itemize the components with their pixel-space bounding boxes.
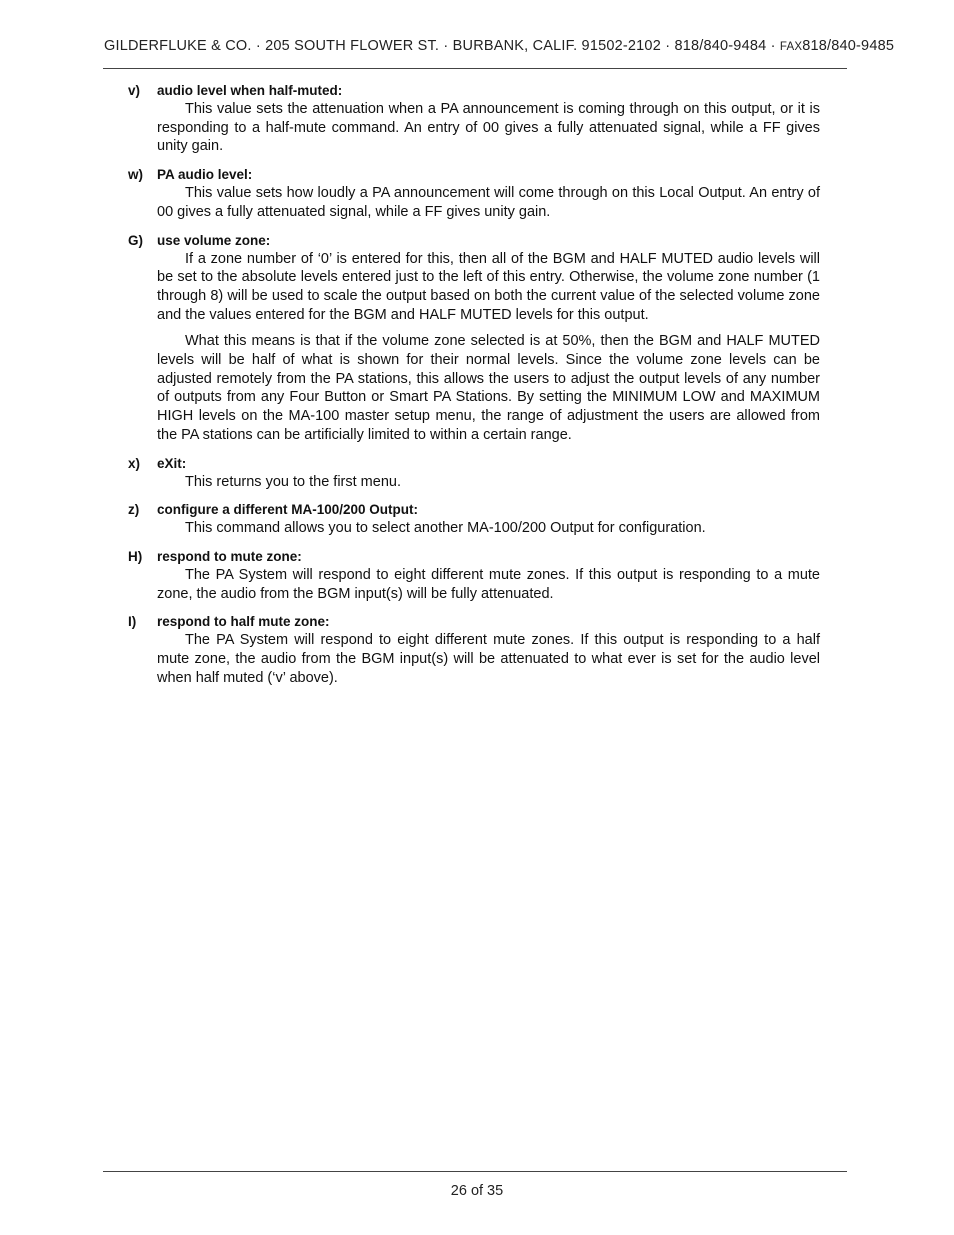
item-letter: z) <box>128 502 140 518</box>
header-city: BURBANK, CALIF. 91502-2102 <box>452 38 661 54</box>
footer-divider <box>103 1171 847 1172</box>
item-letter: G) <box>128 232 143 248</box>
item-paragraph: This command allows you to select another MA-100/200 Output for configuration. <box>185 520 706 537</box>
item-heading <box>128 548 820 566</box>
item-title: respond to half mute zone: <box>157 614 330 630</box>
menu-item-description <box>128 613 820 687</box>
item-heading <box>128 455 820 473</box>
header-address: 205 SOUTH FLOWER ST. <box>265 38 440 54</box>
item-paragraph: The PA System will respond to eight different mute zones. If this output is responding to a mute zone, the audio from the BGM input(s) will be fully attenuated. <box>157 566 820 602</box>
menu-item-description <box>128 548 820 603</box>
item-paragraph: What this means is that if the volume zone selected is at 50%, then the BGM and HALF MUTED levels will be half of what is shown for their normal levels. Since the volume zone levels can be adjusted remotely from the PA stations, this allows the users to adjust the output levels of any number of outputs from any Four Button or Smart PA Stations. By setting the MINIMUM LOW and MAXIMUM HIGH levels on the MA-100 master setup menu, the range of adjustment the users are allowed from the PA stations can be artificially limited to within a certain range. <box>157 333 820 443</box>
item-heading <box>128 232 820 250</box>
header-separator: · <box>255 38 261 54</box>
item-heading <box>128 501 820 519</box>
menu-item-description <box>128 166 820 221</box>
item-heading <box>128 82 820 100</box>
item-letter: x) <box>128 455 141 471</box>
item-heading <box>128 613 820 631</box>
header-fax: 818/840-9485 <box>802 38 895 54</box>
header-divider <box>103 68 847 69</box>
header-fax-label: FAX <box>779 41 803 53</box>
item-paragraph: The PA System will respond to eight different mute zones. If this output is responding to a half mute zone, the audio from the BGM input(s) will be attenuated to what ever is set for the audio level when half muted (‘v’ above). <box>157 632 820 686</box>
item-letter: v) <box>128 83 141 98</box>
header-phone: 818/840-9484 <box>674 38 767 54</box>
menu-item-description <box>128 232 820 445</box>
item-title: PA audio level: <box>157 167 253 183</box>
menu-item-description <box>128 455 820 492</box>
item-title: eXit: <box>157 455 187 471</box>
item-paragraph: If a zone number of ‘0’ is entered for this, then all of the BGM and HALF MUTED audio levels will be set to the absolute levels entered just to the left of this entry. Otherwise, the volume zone number (1 through 8) will be used to scale the output based on both the current value of the selected volume zone and the values entered for the BGM and HALF MUTED levels for this output. <box>157 250 820 323</box>
page-number: 26 of 35 <box>450 1183 504 1199</box>
menu-item-description <box>128 82 820 156</box>
item-title: respond to mute zone: <box>157 548 302 564</box>
item-title: audio level when half-muted: <box>157 83 343 98</box>
item-heading <box>128 166 820 184</box>
menu-item-description <box>128 501 820 538</box>
item-letter: w) <box>128 167 143 183</box>
item-title: configure a different MA-100/200 Output: <box>157 502 419 518</box>
item-paragraph: This value sets the attenuation when a PA announcement is coming through on this output, or it is responding to a half-mute command. An entry of 00 gives a fully attenuated signal, while a FF gives unity gain. <box>157 101 820 155</box>
item-paragraph: This value sets how loudly a PA announcement will come through on this Local Output. An entry of 00 gives a fully attenuated signal, while a FF gives unity gain. <box>157 185 820 220</box>
document-body <box>128 82 820 697</box>
header-company: GILDERFLUKE & CO. <box>104 38 252 54</box>
item-paragraph: This returns you to the first menu. <box>185 473 401 490</box>
item-letter: H) <box>128 548 143 564</box>
page-header: GILDERFLUKE & CO. · 205 SOUTH FLOWER ST. · BURBANK, CALIF. 91502-2102 · 818/840-9484 · FAX818/840-9485 <box>104 38 895 54</box>
item-letter: I) <box>128 614 137 630</box>
item-title: use volume zone: <box>157 232 271 248</box>
